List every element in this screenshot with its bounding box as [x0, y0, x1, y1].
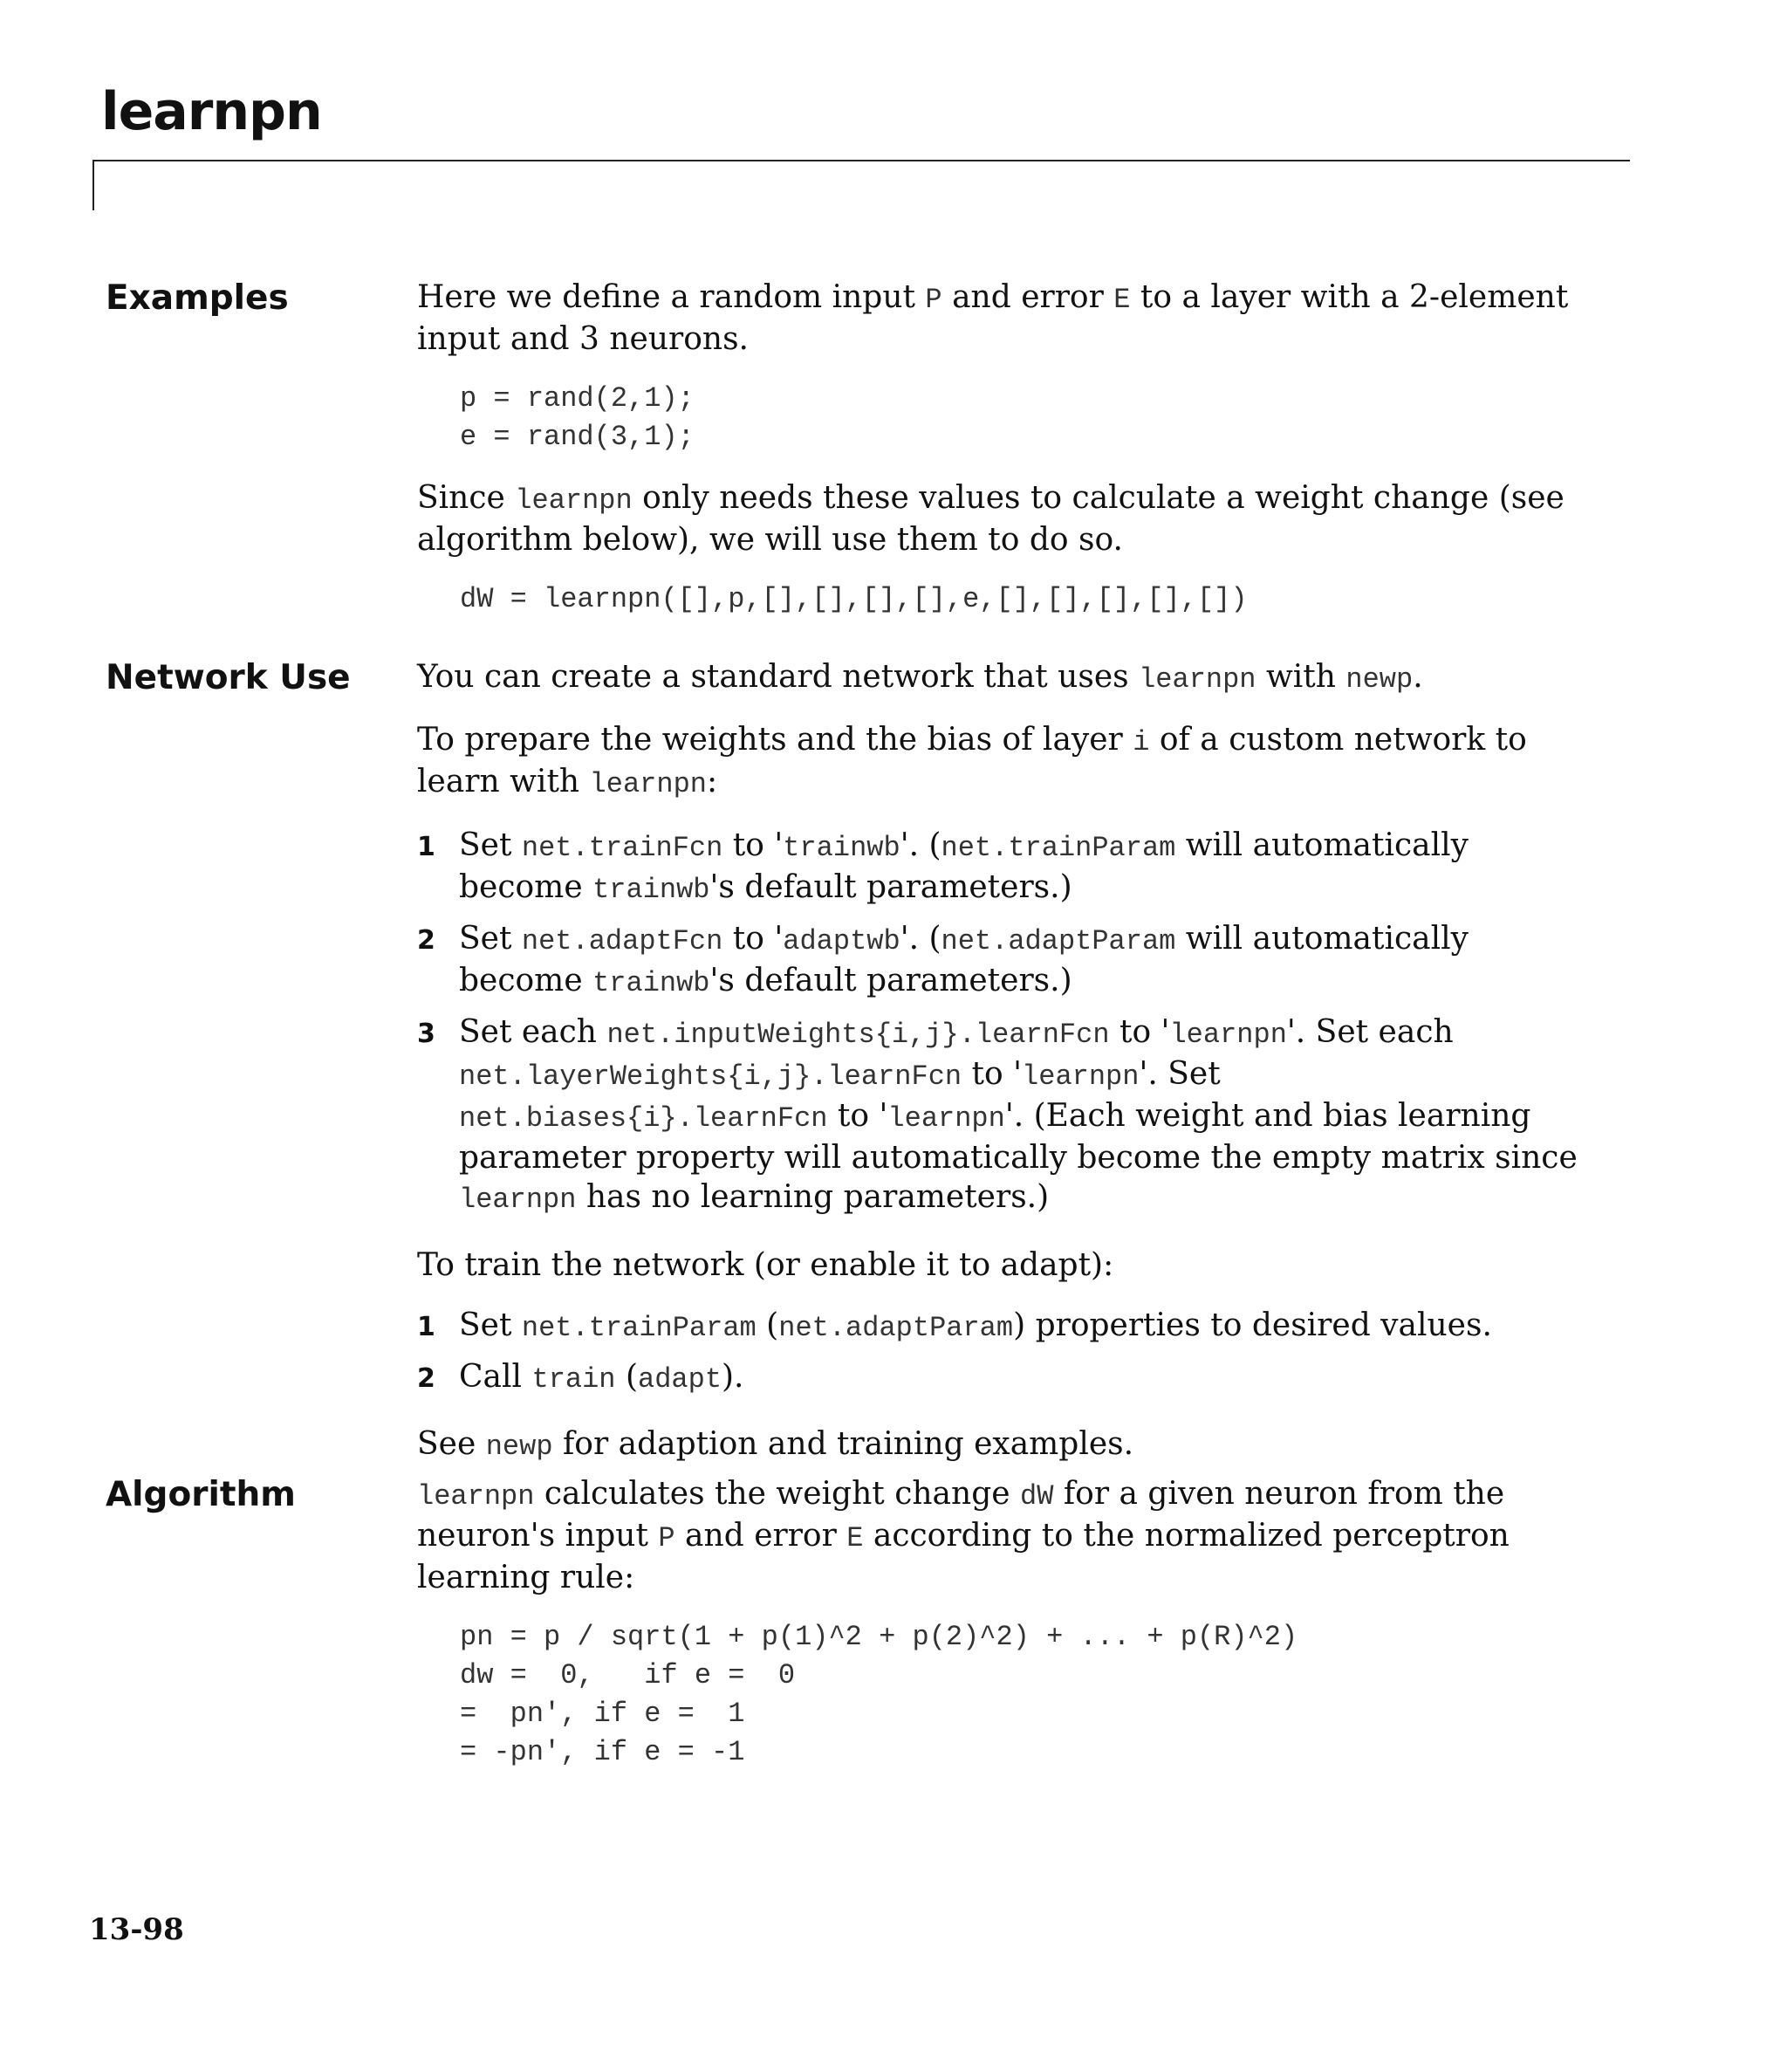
network-use-heading: Network Use [106, 658, 351, 697]
examples-code-1: p = rand(2,1); e = rand(3,1); [460, 382, 695, 453]
examples-intro: Here we define a random input P and error E to a layer with a 2-element input and 3 neurons. [417, 279, 1569, 357]
network-use-intro: You can create a standard network that uses learnpn with newp. [417, 659, 1423, 696]
list-item: 3 Set each net.inputWeights{i,j}.learnFcn to 'learnpn'. Set each net.layerWeights{i,j}.learnFcn to 'learnpn'. Set net.biases{i}.learnFcn to 'learnpn'. (Each weight and bias learning parameter property will automatically become the empty matrix since learnpn has no learning parameters.) [417, 1014, 1578, 1216]
examples-heading: Examples [106, 278, 289, 318]
header-rule [92, 160, 1630, 161]
algorithm-code: pn = p / sqrt(1 + p(1)^2 + p(2)^2) + ... + p(R)^2) dw = 0, if e = 0 = pn', if e = 1 = -pn', if e = -1 [460, 1621, 1298, 1768]
list-item: 2 Call train (adapt). [417, 1359, 744, 1396]
algorithm-description: learnpn calculates the weight change dW for a given neuron from the neuron's input P and error E according to the normalized perceptron learning rule: [417, 1476, 1510, 1595]
header-rule-tick [92, 160, 94, 210]
network-use-section [417, 657, 1586, 1466]
list-item: 2 Set net.adaptFcn to 'adaptwb'. (net.adaptParam will automatically become trainwb's default parameters.) [417, 921, 1469, 999]
page-title: learnpn [101, 81, 322, 142]
examples-section [417, 278, 1586, 619]
list-item: 1 Set net.trainFcn to 'trainwb'. (net.trainParam will automatically become trainwb's default parameters.) [417, 827, 1469, 906]
network-use-prepare: To prepare the weights and the bias of layer i of a custom network to learn with learnpn: [417, 722, 1527, 800]
network-use-train-intro: To train the network (or enable it to adapt): [417, 1247, 1114, 1283]
algorithm-section [417, 1474, 1586, 1772]
algorithm-heading: Algorithm [106, 1475, 296, 1514]
network-use-see-also: See newp for adaption and training examples. [417, 1426, 1134, 1463]
examples-code-2: dW = learnpn([],p,[],[],[],[],e,[],[],[],[],[]) [460, 583, 1248, 615]
examples-explanation: Since learnpn only needs these values to calculate a weight change (see algorithm below), we will use them to do so. [417, 480, 1564, 558]
list-item: 1 Set net.trainParam (net.adaptParam) properties to desired values. [417, 1307, 1492, 1344]
page-number: 13-98 [89, 1912, 184, 1947]
